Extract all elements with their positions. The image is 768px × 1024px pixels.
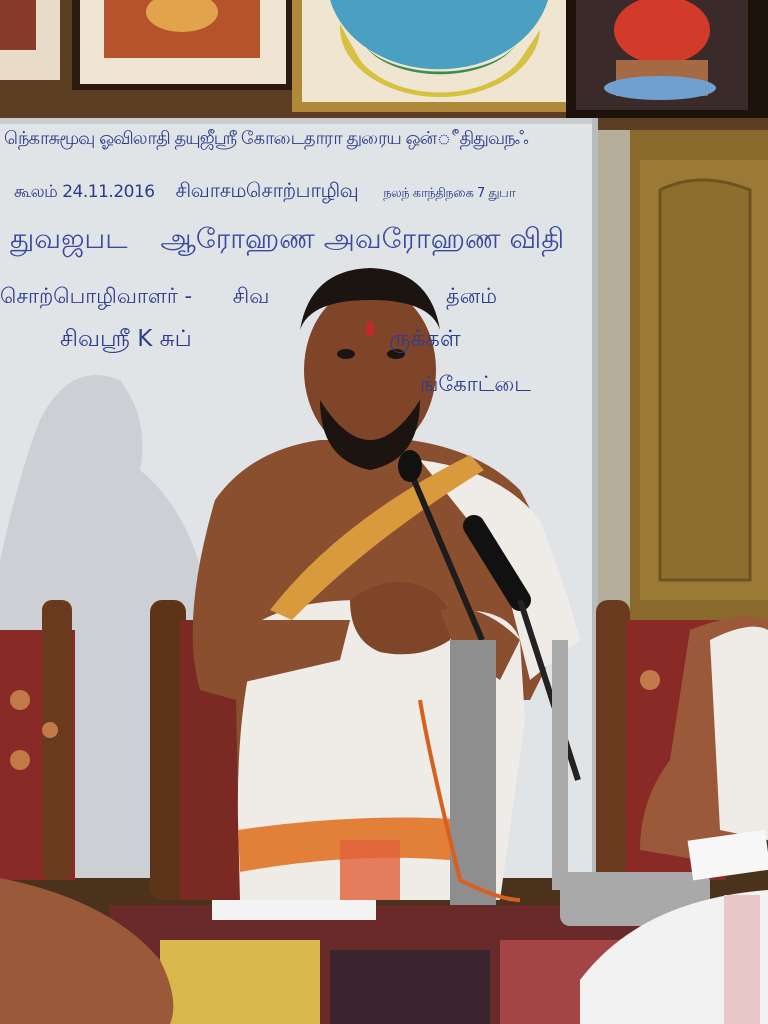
board-date: கூலம் 24.11.2016 — [14, 182, 155, 202]
board-speaker-name: சிவஸ்ரீ K சுப் ருக்கள் — [60, 326, 461, 352]
board-venue: நலந் காந்திநகை 7 துபா — [383, 186, 516, 201]
paper-on-table — [212, 900, 376, 920]
board-line-2 — [14, 178, 515, 205]
board-speaker-label: சொற்பொழிவாளர் - சிவ த்னம் — [0, 284, 497, 308]
framed-picture-deity-1 — [72, 0, 294, 90]
framed-picture-left — [0, 0, 60, 80]
board-line-1: நெ்காசுமூவு ஓவிலாதி தயுஜீஸ்ரீ கோடைதாரா துரைய ஒன்ீதிதுவநஃ — [4, 128, 528, 149]
chair-left — [0, 600, 75, 880]
board-heading: துவஜபட ஆரோஹண அவரோஹண விதி — [10, 222, 565, 255]
board-event-title: சிவாசமசொற்பாழிவு — [175, 178, 359, 202]
framed-picture-chart — [292, 0, 578, 112]
framed-picture-deity-2 — [566, 0, 768, 118]
wooden-door — [622, 130, 768, 630]
board-place: ங்கோட்டை — [420, 372, 532, 396]
